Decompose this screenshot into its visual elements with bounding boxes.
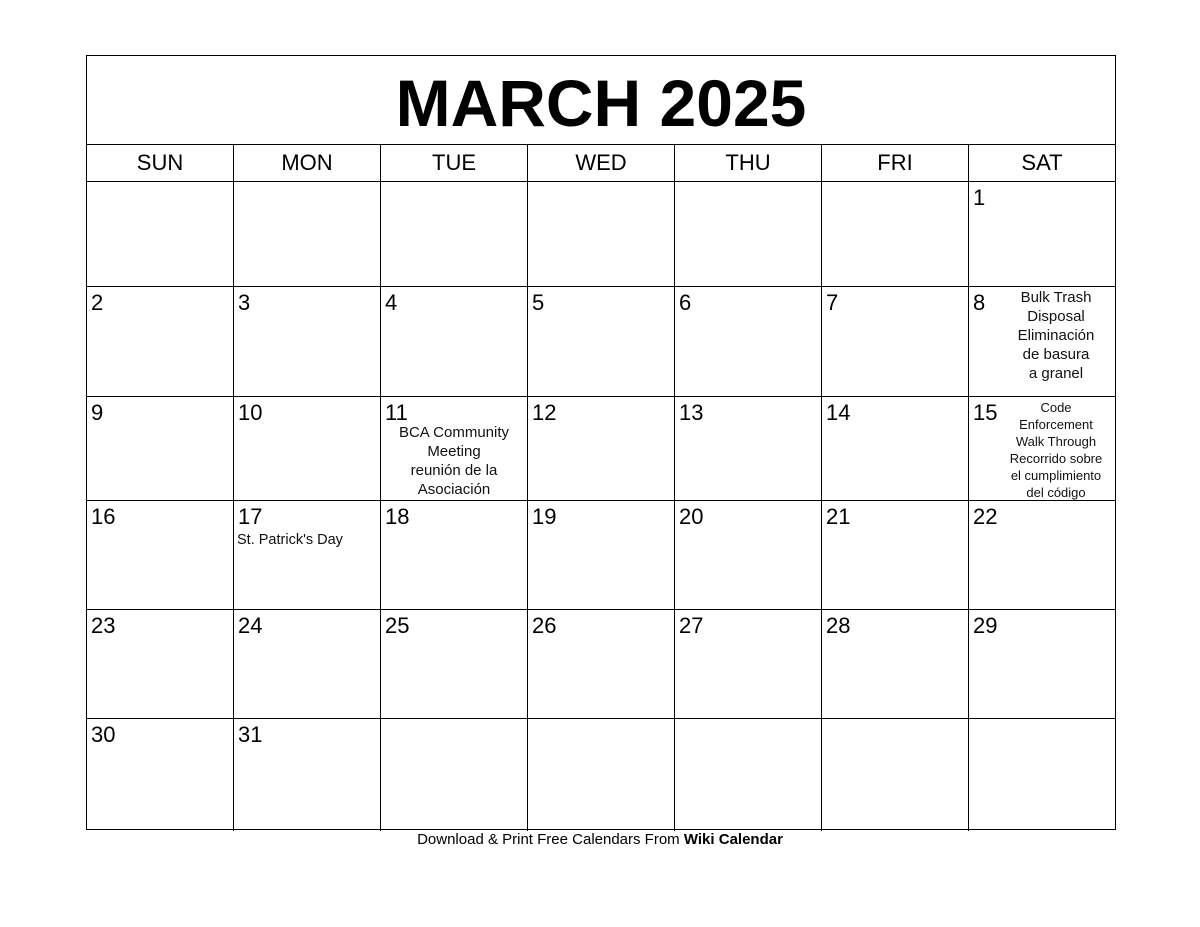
event-line: de basura <box>1022 346 1090 363</box>
event-line: St. Patrick's Day <box>237 532 343 548</box>
day-number: 5 <box>532 290 545 315</box>
day-number: 9 <box>91 400 104 425</box>
empty-day-cell[interactable] <box>234 182 381 286</box>
event-line: Enforcement <box>1019 417 1093 432</box>
day-cell-18[interactable] <box>381 501 528 609</box>
day-cell-4[interactable] <box>381 287 528 396</box>
footer-text: Download & Print Free Calendars From <box>417 831 684 848</box>
footer-brand[interactable]: Wiki Calendar <box>683 831 783 848</box>
event-line: BCA Community <box>398 424 510 441</box>
day-cell-27[interactable] <box>675 610 822 718</box>
day-cell-3[interactable] <box>234 287 381 396</box>
empty-day-cell[interactable] <box>822 719 969 831</box>
day-cell-9[interactable] <box>87 397 234 500</box>
event-line: Bulk Trash <box>1020 289 1092 306</box>
empty-day-cell[interactable] <box>675 719 822 831</box>
day-number: 21 <box>826 504 851 529</box>
weekday-sun: SUN <box>87 145 234 181</box>
day-number: 18 <box>385 504 410 529</box>
day-number: 31 <box>238 722 263 747</box>
event-note <box>381 423 527 499</box>
day-number: 24 <box>238 613 263 638</box>
week-row <box>87 397 1115 501</box>
day-number: 28 <box>826 613 851 638</box>
day-cell-21[interactable] <box>822 501 969 609</box>
day-number: 16 <box>91 504 116 529</box>
day-number: 27 <box>679 613 704 638</box>
day-cell-19[interactable] <box>528 501 675 609</box>
day-number: 12 <box>532 400 557 425</box>
week-row <box>87 501 1115 610</box>
weeks-container <box>87 182 1115 831</box>
day-number: 15 <box>973 400 998 425</box>
event-line: reunión de la <box>410 462 498 479</box>
day-cell-25[interactable] <box>381 610 528 718</box>
day-number: 4 <box>385 290 398 315</box>
empty-day-cell[interactable] <box>969 719 1115 831</box>
day-number: 26 <box>532 613 557 638</box>
day-cell-5[interactable] <box>528 287 675 396</box>
day-cell-28[interactable] <box>822 610 969 718</box>
event-line: Code <box>1040 400 1072 415</box>
day-number: 2 <box>91 290 104 315</box>
day-cell-17[interactable] <box>234 501 381 609</box>
day-number: 22 <box>973 504 998 529</box>
day-cell-8[interactable] <box>969 287 1115 396</box>
day-cell-14[interactable] <box>822 397 969 500</box>
event-line: Walk Through <box>1015 434 1097 449</box>
day-number: 8 <box>973 290 986 315</box>
day-cell-7[interactable] <box>822 287 969 396</box>
day-cell-6[interactable] <box>675 287 822 396</box>
day-number: 17 <box>238 504 263 529</box>
day-cell-20[interactable] <box>675 501 822 609</box>
weekday-tue: TUE <box>381 145 528 181</box>
event-line: Disposal <box>1027 308 1085 325</box>
event-note <box>237 531 343 550</box>
empty-day-cell[interactable] <box>528 719 675 831</box>
empty-day-cell[interactable] <box>381 719 528 831</box>
day-cell-26[interactable] <box>528 610 675 718</box>
day-cell-2[interactable] <box>87 287 234 396</box>
event-line: del código <box>1026 485 1086 500</box>
event-note <box>997 288 1115 383</box>
day-cell-22[interactable] <box>969 501 1115 609</box>
weekday-mon: MON <box>234 145 381 181</box>
day-cell-11[interactable] <box>381 397 528 500</box>
weekday-fri: FRI <box>822 145 969 181</box>
day-number: 29 <box>973 613 998 638</box>
week-row <box>87 287 1115 397</box>
event-line: Meeting <box>427 443 481 460</box>
weekday-sat: SAT <box>1021 150 1063 175</box>
week-row <box>87 610 1115 719</box>
day-cell-1[interactable] <box>969 182 1115 286</box>
day-cell-15[interactable] <box>969 397 1115 500</box>
day-cell-24[interactable] <box>234 610 381 718</box>
week-row <box>87 182 1115 287</box>
day-number: 30 <box>91 722 116 747</box>
day-number: 1 <box>973 185 986 210</box>
day-number: 10 <box>238 400 263 425</box>
day-cell-10[interactable] <box>234 397 381 500</box>
day-number: 19 <box>532 504 557 529</box>
event-line: Asociación <box>417 481 491 498</box>
event-line: Eliminación <box>1017 327 1095 344</box>
day-number: 3 <box>238 290 251 315</box>
day-cell-30[interactable] <box>87 719 234 831</box>
empty-day-cell[interactable] <box>822 182 969 286</box>
empty-day-cell[interactable] <box>87 182 234 286</box>
event-line: Recorrido sobre <box>1009 451 1103 466</box>
weekday-header <box>87 145 1115 182</box>
week-row <box>87 719 1115 831</box>
day-cell-29[interactable] <box>969 610 1115 718</box>
day-cell-23[interactable] <box>87 610 234 718</box>
day-cell-12[interactable] <box>528 397 675 500</box>
day-number: 25 <box>385 613 410 638</box>
empty-day-cell[interactable] <box>528 182 675 286</box>
event-line: a granel <box>1028 365 1084 382</box>
day-number: 23 <box>91 613 116 638</box>
title-row <box>87 56 1115 145</box>
day-cell-13[interactable] <box>675 397 822 500</box>
calendar-grid <box>86 55 1116 830</box>
day-number: 7 <box>826 290 839 315</box>
event-line: el cumplimiento <box>1010 468 1102 483</box>
event-note <box>997 399 1115 500</box>
empty-day-cell[interactable] <box>675 182 822 286</box>
day-number: 13 <box>679 400 704 425</box>
page-title: MARCH 2025 <box>395 66 807 140</box>
day-cell-31[interactable] <box>234 719 381 831</box>
day-number: 14 <box>826 400 851 425</box>
day-number: 20 <box>679 504 704 529</box>
day-number: 11 <box>385 400 408 425</box>
weekday-wed: WED <box>528 145 675 181</box>
day-cell-16[interactable] <box>87 501 234 609</box>
day-number: 6 <box>679 290 692 315</box>
weekday-thu: THU <box>675 145 822 181</box>
empty-day-cell[interactable] <box>381 182 528 286</box>
footer <box>0 831 1200 848</box>
